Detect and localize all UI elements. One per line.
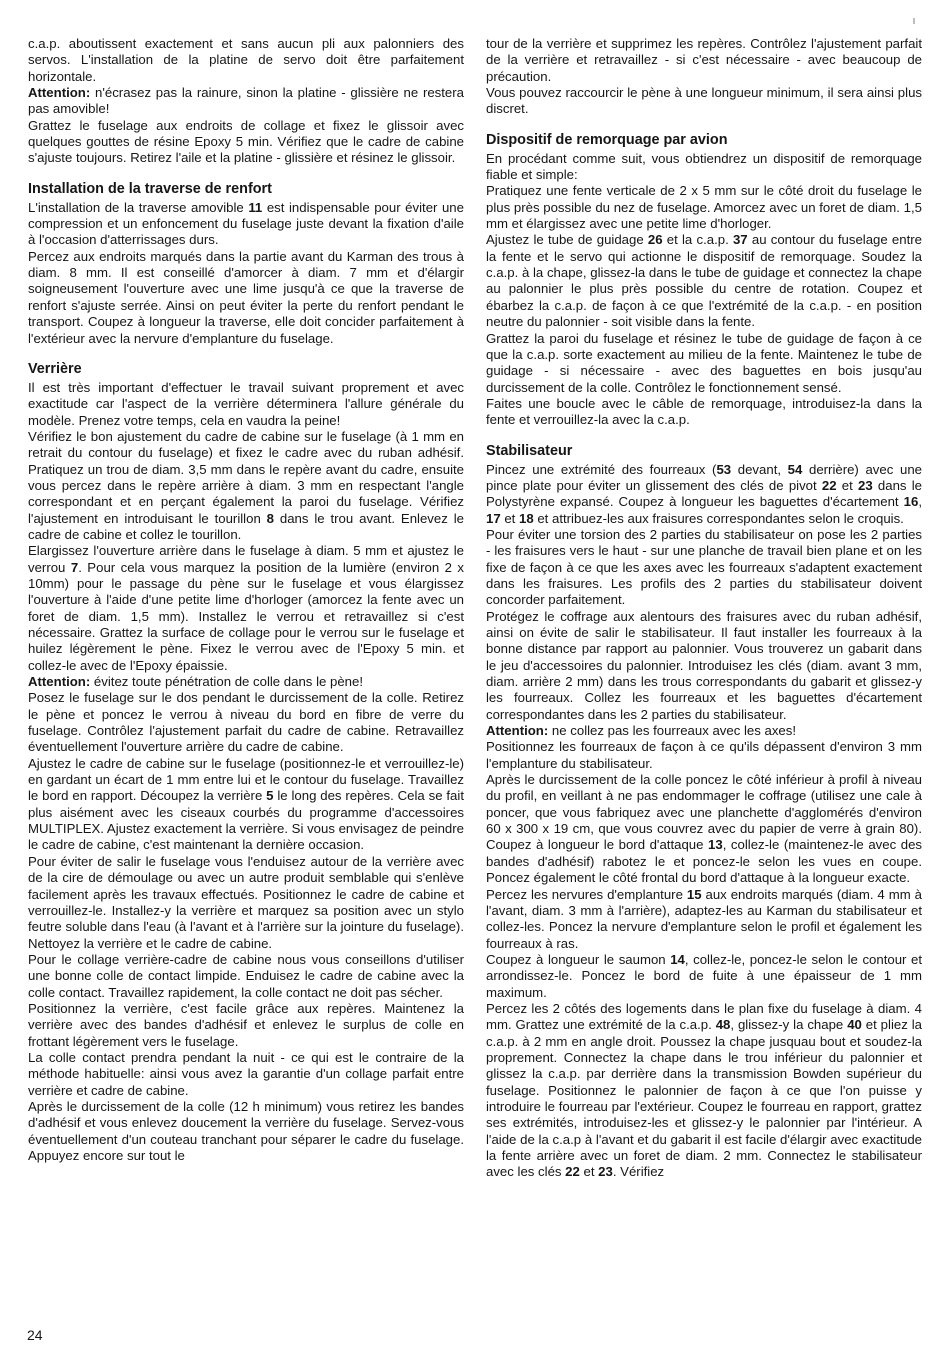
text-run: n'écrasez pas la rainure, sinon la platine - glissière ne restera pas amovible! [28,85,464,117]
paragraph [28,756,464,854]
text-run: Grattez la paroi du fuselage et résinez le tube de guidage de façon à ce que la c.a.p. sorte exactement au milieu de la fente. Maintenez le tube de guidage - si nécessaire - avec des baguettes en bois jusqu'au durcissement de la colle. Contrôlez le fonctionnement sensé. [486,330,922,395]
paragraph [28,854,464,952]
text-run: dans le trou avant. Enlevez le cadre de cabine et collez le tourillon. [28,510,464,542]
paragraph [28,674,464,690]
bold-text: 48 [715,1017,731,1033]
text-run: , glissez-y la chape [730,1017,848,1033]
text-run: devant, [731,461,788,477]
bold-text: 13 [708,837,723,853]
text-run: Ajustez le tube de guidage [486,232,648,248]
paragraph [28,249,464,347]
text-run: et la c.a.p. [662,232,733,248]
paragraph [486,739,922,772]
paragraph [486,232,922,330]
page-edge-mark [913,18,915,24]
text-run: c.a.p. aboutissent exactement et sans aucun pli aux palonniers des servos. L'installation de la platine de servo doit être parfaitement horizontale. [28,36,464,84]
bold-text: 16 [903,494,919,510]
text-run: La colle contact prendra pendant la nuit - ce qui est le contraire de la méthode habituelle: ainsi vous avez la garantie d'un collage parfait entre verrière et cadre de cabine. [28,1049,464,1098]
text-run: et pliez la c.a.p. à 2 mm en angle droit. Poussez la chape jusquau bout et soudez-la proprement. Connectez la chape dans le trou inférieur du palonnier et glissez la c.a.p. par derrière dans la transmission Bowden supérieur du fuselage. Positionnez le palonnier de façon à ce que l'on puisse y introduire le fourreau par l'extérieur. Coupez le fourreau en rapport, grattez ses extrémités, introduisez-les et glissez-y le palonnier par l'intérieur. A l'aide de la c.a.p à l'avant et du gabarit il est facile d'élargir avec exactitude la fente arrière avec un foret de diam. 2 mm. Connectez le stabilisateur avec les clés [486,1017,922,1180]
section-heading [486,131,922,149]
text-run: Coupez à longueur le saumon [486,951,671,967]
paragraph [28,1099,464,1164]
bold-text: 17 [486,510,501,526]
text-run: Installation de la traverse de renfort [28,180,272,197]
paragraph [28,380,464,429]
text-run: Verrière [28,360,82,377]
paragraph [28,952,464,1001]
bold-text: 40 [847,1017,862,1033]
paragraph [486,1001,922,1181]
text-run: est indispensable pour éviter une compression et un enfoncement du fuselage juste devant la fixation d'aile à l'occasion d'atterrissages durs. [28,199,464,248]
bold-text: 37 [732,232,748,248]
text-run: Après le durcissement de la colle (12 h minimum) vous retirez les bandes d'adhésif et vous enlevez doucement la verrière du fuselage. Servez-vous éventuellement d'un couteau tranchant pour séparer le cadre du fuselage. Appuyez encore sur tout le [28,1098,464,1163]
text-run: aux endroits marqués (diam. 4 mm à l'avant, diam. 3 mm à l'arrière), adaptez-les au Karman du stabilisateur et collez-les. Poncez la nervure d'emplanture selon le profil et également les fourreaux à ras. [486,886,922,951]
text-run: , [918,494,922,510]
text-run: et [836,477,859,493]
bold-text: 22 [821,477,837,493]
bold-text: 23 [598,1164,613,1180]
text-run: , collez-le, poncez-le selon le contour et arrondissez-le. Poncez le bord de fuite à une épaisseur de 1 mm maximum. [486,951,923,1000]
text-run: Pincez une extrémité des fourreaux ( [486,461,717,477]
text-run: , collez-le (maintenez-le avec des bandes d'adhésif) rabotez le et poncez-le selon les vues en coupe. Poncez également le côté frontal du bord d'attaque à la longueur exacte. [486,837,923,886]
text-run: Grattez le fuselage aux endroits de collage et fixez le glissoir avec quelques gouttes de résine Epoxy 5 min. Vérifiez que le cadre de cabine s'ajuste toujours. Retirez l'aile et la platine - glissière et résinez le glissoir. [28,117,464,166]
bold-text: 54 [787,461,803,477]
bold-text: 15 [686,886,702,902]
text-run: Faites une boucle avec le câble de remorquage, introduisez-la dans la fente et verrouillez-la avec la c.a.p. [486,395,922,428]
text-run: En procédant comme suit, vous obtiendrez un dispositif de remorquage fiable et simple: [486,150,922,183]
paragraph [486,462,922,527]
text-run: ne collez pas les fourreaux avec les axes! [548,723,797,739]
bold-text: Attention: [28,85,91,101]
paragraph [486,772,922,886]
text-run: derrière) avec une pince plate pour éviter un glissement des clés de pivot [486,461,922,493]
text-run: tour de la verrière et supprimez les repères. Contrôlez l'ajustement parfait de la verrière et retravaillez - si c'est nécessaire - avec beaucoup de précaution. [486,36,922,84]
text-run: le long des repères. Cela se fait plus aisément avec les ciseaux courbés du programme d'accessoires MULTIPLEX. Ajustez exactement la verrière. Si vous envisagez de peindre le cadre de cabine, c'est maintenant la dernière occasion. [28,788,464,853]
text-run: Posez le fuselage sur le dos pendant le durcissement de la colle. Retirez le pène et poncez le verrou à niveau du bord en fibre de verre du fuselage. Contrôlez l'ajustement parfait du cadre de cabine. Retravaillez éventuellement l'ouverture arrière du cadre de cabine. [28,690,464,755]
paragraph [28,85,464,118]
text-run: Il est très important d'effectuer le travail suivant proprement et avec exactitude car l'aspect de la verrière déterminera l'allure générale du modèle. Prenez votre temps, cela en vaudra la peine! [28,379,464,428]
page-number: 24 [27,1327,43,1343]
paragraph [486,952,922,1001]
text-run: et [579,1164,599,1180]
left-column [28,36,464,1164]
section-heading [486,442,922,460]
text-run: évitez toute pénétration de colle dans le pène! [90,674,363,690]
paragraph [28,429,464,543]
paragraph [486,331,922,396]
paragraph [486,85,922,118]
text-run: Percez aux endroits marqués dans la partie avant du Karman des trous à diam. 8 mm. Il est conseillé d'amorcer à diam. 7 mm et d'élargir soigneusement l'ouverture avec une lime jusqu'à ce que la traverse de renfort s'ajuste serrée. Ainsi on peut éviter la perte du renfort pendant le transport. Coupez à longueur la traverse, elle doit concider parfaitement à l'extérieur avec la nervure d'emplanture du fuselage. [28,248,464,346]
text-run: Ajustez le cadre de cabine sur le fuselage (positionnez-le et verrouillez-le) en gardant un écart de 1 mm entre lui et le contour du fuselage. Travaillez le bord en rapport. Découpez la verrière [28,755,464,804]
text-run: Après le durcissement de la colle poncez le côté inférieur à profil à niveau du profil, en veillant à ne pas endommager le coffrage (utilisez une cale à poncer, que vous fabriquez avec une planchette d'agglomérés d'environ 60 x 300 x 19 cm, que vous couvrez avec du papier de verre à grain 80). Coupez à longueur le bord d'attaque [486,772,922,853]
bold-text: 5 [266,788,274,804]
text-run: Pour éviter de salir le fuselage vous l'enduisez autour de la verrière avec de la cire de démoulage ou avec un autre produit semblable qui s'enlève facilement après les travaux effectués. Positionnez le cadre de cabine et verrouillez-le. Installez-y la verrière et marquez sa position avec un stylo feutre soluble dans l'eau (à l'avant et à l'arrière sur la jointure du fuselage). Nettoyez la verrière et le cadre de cabine. [28,853,464,951]
text-run: Elargissez l'ouverture arrière dans le fuselage à diam. 5 mm et ajustez le verrou [28,543,464,575]
text-run: Pour le collage verrière-cadre de cabine nous vous conseillons d'utiliser une bonne colle de contact limpide. Enduisez le cadre de cabine avec la colle contact. Travaillez rapidement, la colle contact ne doit pas sécher. [28,951,464,1000]
text-run: . Pour cela vous marquez la position de la lumière (environ 2 x 10mm) pour le passage du pène sur le fuselage et vous élargissez l'ouverture à l'aide d'une petite lime d'horloger (amorcez la fente avec un foret de diam. 1,5 mm). Installez le verrou et retravaillez si c'est nécessaire. Grattez la surface de collage pour le verrou sur le fuselage et huilez légèrement le pène. Fixez le verrou avec de l'Epoxy 5 min. et collez-le avec de l'Epoxy épaissie. [28,559,464,673]
bold-text: 18 [519,510,534,526]
paragraph [486,151,922,184]
text-run: Pratiquez une fente verticale de 2 x 5 mm sur le côté droit du fuselage le plus près possible du nez de fuselage. Amorcez avec un foret de diam. 1,5 mm et élargissez avec une petite lime d'horloger. [486,183,922,232]
paragraph [486,183,922,232]
paragraph [28,36,464,85]
text-run: Percez les nervures d'emplanture [486,886,687,902]
text-run: Pour éviter une torsion des 2 parties du stabilisateur on pose les 2 parties - les fraisures vers le haut - sur une planche de travail bien plane et on les fixe de façon à ce que les axes avec les fourreaux s'adaptent exactement dans les fraisures. Les profils des 2 parties du stabilisateur doivent concorder parfaitement. [486,526,922,608]
text-run: Stabilisateur [486,442,573,459]
text-run: et attribuez-les aux fraisures correspondantes selon le croquis. [533,510,904,526]
bold-text: 14 [670,951,685,967]
text-run: et [500,510,519,526]
bold-text: 26 [647,232,663,248]
text-run: . Vérifiez [612,1164,665,1180]
bold-text: Attention: [28,674,91,690]
section-heading [28,180,464,198]
paragraph [486,887,922,952]
text-run: Positionnez les fourreaux de façon à ce qu'ils dépassent d'environ 3 mm l'emplanture du stabilisateur. [486,739,922,771]
text-run: L'installation de la traverse amovible [28,199,249,215]
text-run: Positionnez la verrière, c'est facile grâce aux repères. Maintenez la verrière avec des bandes d'adhésif et enlevez le surplus de colle en frottant légèrement vers le fuselage. [28,1000,464,1049]
right-column [486,36,922,1181]
bold-text: 23 [858,477,873,493]
paragraph [486,396,922,429]
paragraph [28,118,464,167]
text-run: Vérifiez le bon ajustement du cadre de cabine sur le fuselage (à 1 mm en retrait du contour du fuselage) et fixez le cadre avec du ruban adhésif. Pratiquez un trou de diam. 3,5 mm dans le repère avant du cadre, ensuite vous percez dans le repère arrière à diam. 3 mm en respectant l'angle correspondant et en perçant également la paroi du fuselage. Vérifiez l'ajustement en introduisant le tourillon [28,428,464,526]
bold-text: 11 [248,199,263,215]
section-heading [28,360,464,378]
paragraph [28,690,464,755]
paragraph [28,543,464,674]
bold-text: 22 [565,1164,580,1180]
text-run: Vous pouvez raccourcir le pène à une longueur minimum, il sera ainsi plus discret. [486,85,922,117]
text-run: Protégez le coffrage aux alentours des fraisures avec du ruban adhésif, ainsi on évite de salir le stabilisateur. Il faut installer les fourreaux à la bonne distance par rapport au palonnier. Vous trouverez un gabarit dans le jeu d'accessoires du palonnier. Introduisez les clés (diam. avant 3 mm, diam. arrière 2 mm) dans les trous correspondants du gabarit et glissez-y les fourreaux. Collez les fourreaux et les baguettes d'écartement correspondantes dans les 2 parties du stabilisateur. [486,608,922,722]
text-run: dans le Polystyrène expansé. Coupez à longueur les baguettes d'écartement [486,477,922,510]
text-run: au contour du fuselage entre la fente et le servo qui actionne le dispositif de remorquage. Soudez la c.a.p. à la chape, glissez-la dans le tube de guidage et connectez la chape au palonnier le plus près possible du centre de rotation. Coupez et ébarbez la c.a.p. de façon à ce que l'extrémité de la c.a.p. - en position neutre du palonnier - soit visible dans la fente. [486,232,922,330]
text-run: Percez les 2 côtés des logements dans le plan fixe du fuselage à diam. 4 mm. Grattez une extrémité de la c.a.p. [486,1000,922,1033]
paragraph [486,36,922,85]
bold-text: 7 [70,559,79,575]
paragraph [486,527,922,609]
paragraph [28,200,464,249]
bold-text: 53 [716,461,732,477]
bold-text: Attention: [486,723,549,739]
paragraph [28,1050,464,1099]
paragraph [486,609,922,723]
text-run: Dispositif de remorquage par avion [486,131,728,148]
paragraph [28,1001,464,1050]
bold-text: 8 [266,510,274,526]
paragraph [486,723,922,739]
